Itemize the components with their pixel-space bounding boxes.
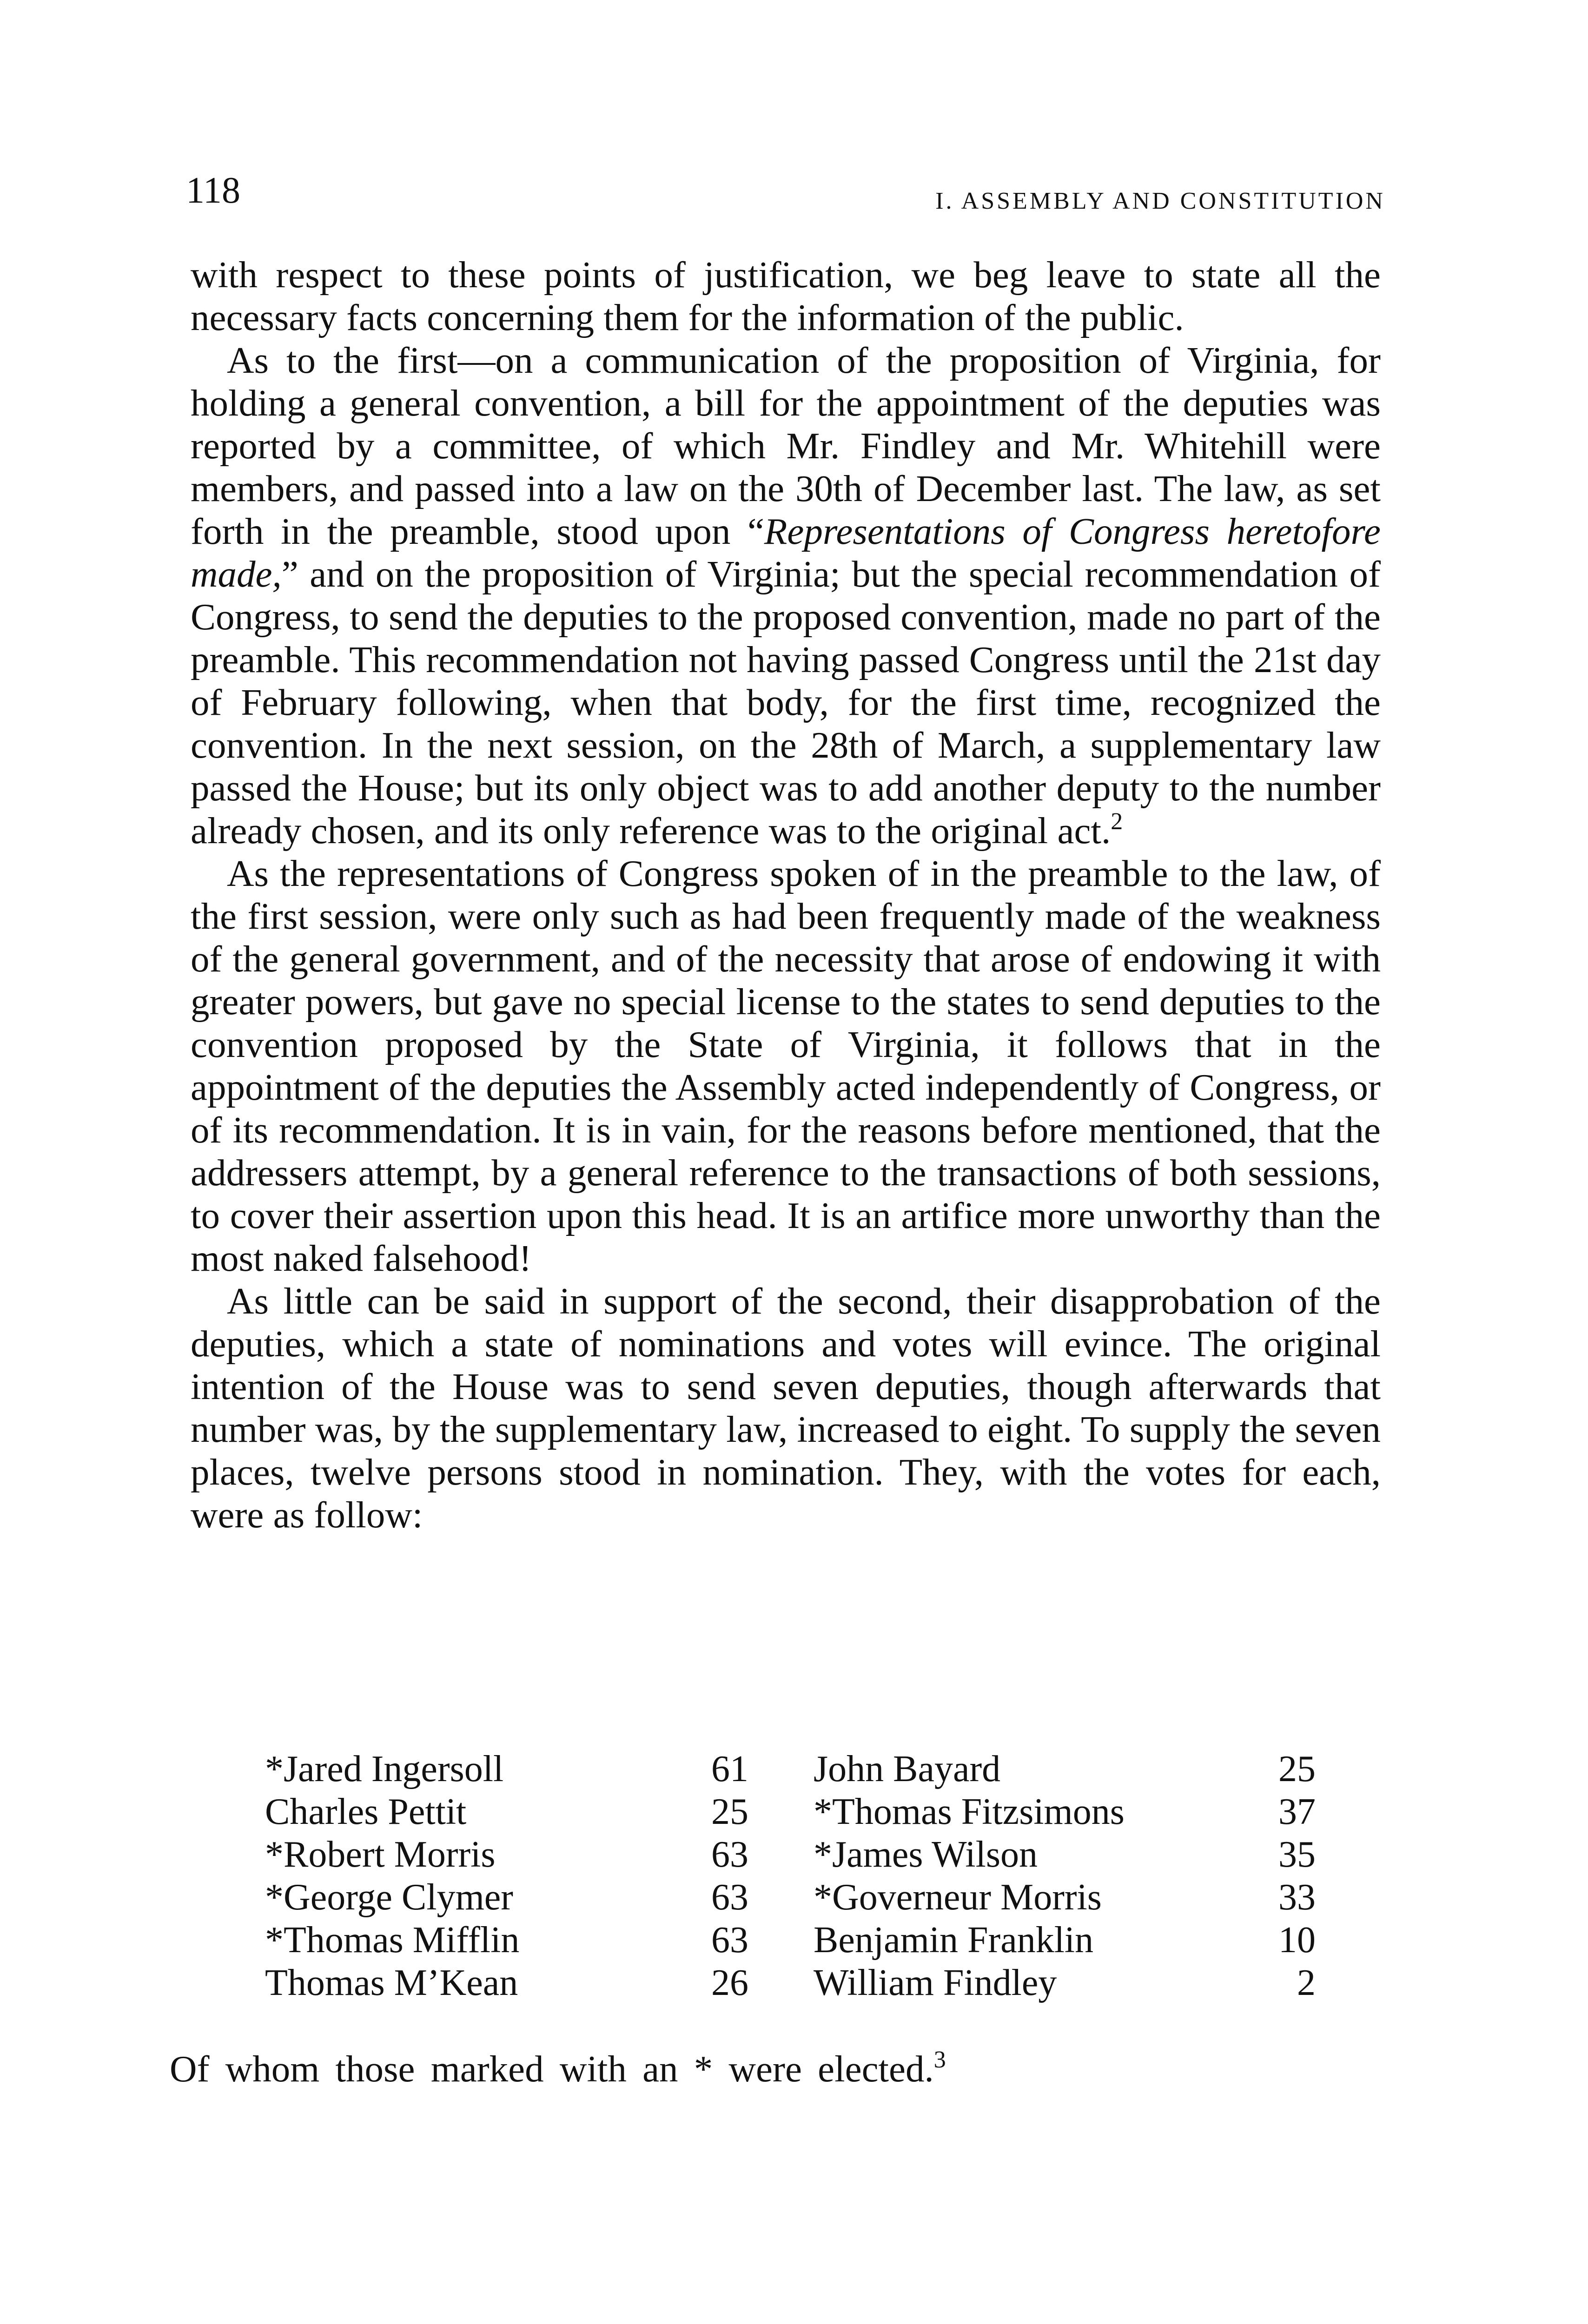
page-number: 118 [186, 170, 241, 211]
nominee-row [265, 1748, 748, 1790]
nominee-row [814, 1790, 1316, 1833]
nominee-votes: 33 [1278, 1877, 1316, 1918]
nominee-name: Charles Pettit [265, 1791, 467, 1832]
body-text [191, 253, 1381, 1536]
nominee-row [814, 1833, 1316, 1876]
nominee-votes: 26 [711, 1962, 748, 2003]
nominee-name: *Thomas Mifflin [265, 1920, 520, 1961]
paragraph-2 [191, 339, 1381, 852]
nominee-votes: 63 [711, 1920, 748, 1961]
nominee-votes: 10 [1278, 1920, 1316, 1961]
paragraph-3: As the representations of Congress spoken of in the preamble to the law, of the first session, were only such as had been frequently made of the weakness of the general government, and of the necessity that arose of endowing it with greater powers, but gave no special license to the states to send deputies to the convention proposed by the State of Virginia, it follows that in the appointment of the deputies the Assembly acted independently of Congress, or of its recommendation. It is in vain, for the reasons before mentioned, that the addressers attempt, by a general reference to the transactions of both sessions, to cover their assertion upon this head. It is an artifice more unworthy than the most naked falsehood! [191, 852, 1381, 1279]
nominee-name: *Governeur Morris [814, 1877, 1102, 1918]
paragraph-1: with respect to these points of justification, we beg leave to state all the necessary facts concerning them for the information of the public. [191, 254, 1381, 338]
page-header [186, 167, 1385, 218]
nominee-row [265, 1876, 748, 1919]
elected-note-text: Of whom those marked with an * were elected. [170, 2048, 934, 2090]
nominee-row [814, 1961, 1316, 2004]
paragraph-4: As little can be said in support of the second, their disapprobation of the deputies, which a state of nominations and votes will evince. The original intention of the House was to send seven deputies, though afterwards that number was, by the supplementary law, increased to eight. To supply the seven places, twelve persons stood in nomination. They, with the votes for each, were as follow: [191, 1280, 1381, 1536]
footnote-marker-3: 3 [933, 2047, 946, 2073]
footnote-marker-2: 2 [1111, 808, 1123, 835]
nominee-row [265, 1919, 748, 1961]
nominee-row [814, 1876, 1316, 1919]
nominee-votes: 63 [711, 1834, 748, 1875]
nominee-votes: 25 [1278, 1749, 1316, 1789]
elected-note [170, 2047, 1378, 2090]
nominee-name: *Jared Ingersoll [265, 1749, 504, 1789]
nominee-votes: 35 [1278, 1834, 1316, 1875]
nominee-name: *Robert Morris [265, 1834, 496, 1875]
nominee-name: *Thomas Fitzsimons [814, 1791, 1125, 1832]
nominees-right-column [814, 1748, 1316, 2004]
nominee-name: Thomas M’Kean [265, 1962, 518, 2003]
nominee-name: William Findley [814, 1962, 1057, 2003]
nominee-name: Benjamin Franklin [814, 1920, 1094, 1961]
nominee-row [814, 1748, 1316, 1790]
paragraph-2-part-b: ” and on the proposition of Virginia; but the special recommendation of Congress, to send the deputies to the proposed convention, made no part of the preamble. This recommendation not having passed Congress until the 21st day of February following, when that body, for the first time, recognized the convention. In the next session, on the 28th of March, a supplementary law passed the House; but its only object was to add another deputy to the number already chosen, and its only reference was to the original act. [191, 553, 1381, 852]
nominee-votes: 25 [711, 1791, 748, 1832]
nominee-name: John Bayard [814, 1749, 1001, 1789]
nominees-left-column [265, 1748, 748, 2004]
nominee-name: *James Wilson [814, 1834, 1038, 1875]
nominee-row [265, 1833, 748, 1876]
nominee-votes: 2 [1297, 1962, 1316, 2003]
nominee-row [814, 1919, 1316, 1961]
nominee-name: *George Clymer [265, 1877, 513, 1918]
paragraph-2-part-a: As to the first—on a communication of the proposition of Virginia, for holding a general convention, a bill for the appointment of the deputies was reported by a committee, of which Mr. Findley and Mr. Whitehill were members, and passed into a law on the 30th of December last. The law, as set forth in the preamble, stood upon “ [191, 339, 1381, 552]
paragraph-2-italic-quote: Representations of Congress heretofore made, [191, 510, 1381, 595]
running-head: I. ASSEMBLY AND CONSTITUTION [935, 188, 1385, 214]
nominee-row [265, 1790, 748, 1833]
nominee-votes: 61 [711, 1749, 748, 1789]
nominee-votes: 63 [711, 1877, 748, 1918]
nominee-votes: 37 [1278, 1791, 1316, 1832]
nominee-row [265, 1961, 748, 2004]
